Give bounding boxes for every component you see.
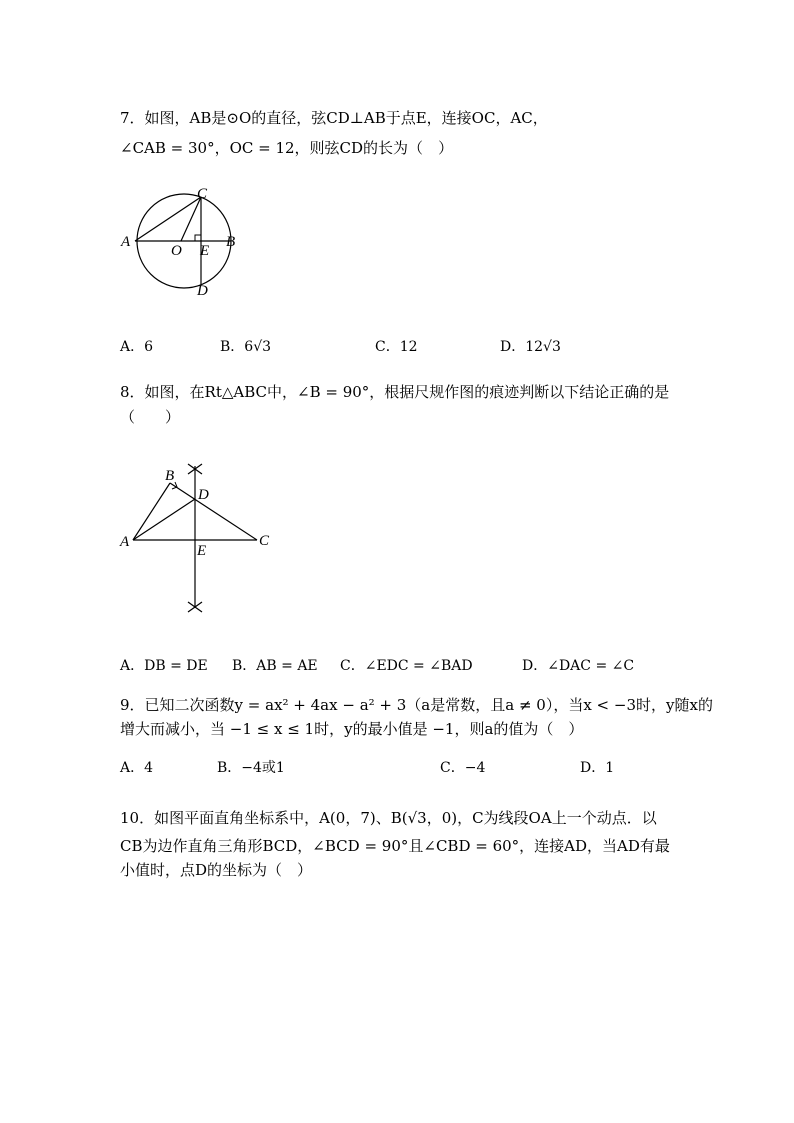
q7-text-line1: 7．如图，AB是⊙O的直径，弦CD⊥AB于点E，连接OC，AC， (120, 109, 548, 127)
q8-segment-ab (133, 483, 170, 540)
q7-circle-figure (115, 185, 245, 300)
q8-text-line1: 8．如图，在Rt△ABC中，∠B = 90°，根据尺规作图的痕迹判断以下结论正确的是 (120, 383, 670, 401)
q9-text-line1: 9．已知二次函数y = ax² + 4ax − a² + 3（a是常数，且a ≠ 0），当x < −3时，y随x的 (120, 696, 713, 714)
q8-label-d: D (198, 487, 209, 503)
q8-label-b: B (165, 468, 175, 484)
q7-label-o: O (171, 243, 182, 259)
q10-text-line2: CB为边作直角三角形BCD，∠BCD = 90°且∠CBD = 60°，连接AD，当AD有最 (120, 837, 670, 855)
q7-label-c: C (197, 186, 208, 202)
q9-option-b: B．−4或1 (217, 760, 285, 776)
q8-label-e: E (197, 543, 207, 559)
q7-text-line2: ∠CAB = 30°，OC = 12，则弦CD的长为（ ） (120, 139, 454, 157)
q8-option-b: B．AB = AE (232, 658, 318, 674)
q8-option-a: A．DB = DE (120, 658, 208, 674)
q7-label-e: E (200, 243, 210, 259)
q8-text-line2: （ ） (120, 408, 181, 426)
q9-text-line2: 增大而减小，当 −1 ≤ x ≤ 1时，y的最小值是 −1，则a的值为（ ） (120, 720, 584, 738)
q7-label-d: D (197, 283, 208, 299)
q8-triangle-figure (115, 460, 285, 620)
q7-option-b: B．6√3 (220, 339, 272, 355)
q9-option-d: D．1 (580, 760, 615, 776)
q8-option-d: D．∠DAC = ∠C (522, 658, 635, 674)
q10-text-line1: 10．如图平面直角坐标系中，A(0，7)、B(√3，0)，C为线段OA上一个动点．以 (120, 809, 657, 827)
q9-option-c: C．−4 (440, 760, 486, 776)
q7-option-d: D．12√3 (500, 339, 561, 355)
q9-option-a: A．4 (120, 760, 154, 776)
q8-label-c: C (259, 533, 270, 549)
q10-text-line3: 小值时，点D的坐标为（ ） (120, 861, 313, 879)
q7-option-a: A．6 (120, 339, 154, 355)
q7-option-c: C．12 (375, 339, 418, 355)
q8-segment-bc (170, 483, 257, 540)
q7-label-a: A (121, 234, 131, 250)
q7-label-b: B (226, 234, 236, 250)
q8-option-c: C．∠EDC = ∠BAD (340, 658, 473, 674)
q8-segment-ad (133, 499, 195, 540)
q8-label-a: A (120, 534, 130, 550)
q7-right-angle-mark (195, 235, 201, 241)
